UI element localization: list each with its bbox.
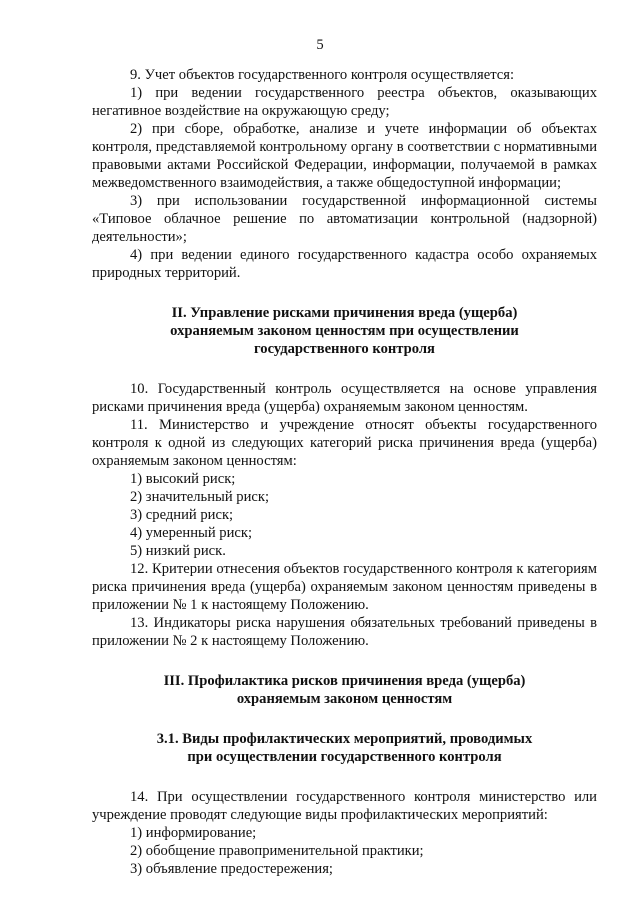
risk-category-5: 5) низкий риск. <box>130 543 226 559</box>
subsection-3-1-heading-line-2: при осуществлении государственного контроля <box>187 749 502 765</box>
paragraph-9-item-1: 1) при ведении государственного реестра объектов, оказывающих негативное воздействие на окружающую среду; <box>92 85 597 119</box>
risk-category-2: 2) значительный риск; <box>130 489 270 505</box>
risk-category-1: 1) высокий риск; <box>130 471 236 487</box>
paragraph-9-item-3: 3) при использовании государственной информационной системы «Типовое облачное решение по автоматизации контрольной (надзорной) деятельности»; <box>92 193 597 245</box>
section-2-heading <box>92 304 597 358</box>
paragraph-10: 10. Государственный контроль осуществляется на основе управления рисками причинения вреда (ущерба) охраняемым законом ценностям. <box>92 381 597 415</box>
risk-category-4: 4) умеренный риск; <box>130 525 253 541</box>
paragraph-13: 13. Индикаторы риска нарушения обязательных требований приведены в приложении № 2 к настоящему Положению. <box>92 615 597 649</box>
paragraph-14-item-1: 1) информирование; <box>130 825 257 841</box>
paragraph-9-item-2: 2) при сборе, обработке, анализе и учете информации об объектах контроля, представляемой контрольному органу в соответствии с нормативными правовыми актами Российской Федерации, информации, получаемой в рамках межведомственного взаимодействия, а также общедоступной информации; <box>92 121 597 191</box>
paragraph-14: 14. При осуществлении государственного контроля министерство или учреждение проводят следующие виды профилактических мероприятий: <box>92 789 597 823</box>
paragraph-14-item-2: 2) обобщение правоприменительной практики; <box>130 843 424 859</box>
subsection-3-1-heading <box>92 730 597 766</box>
subsection-3-1-heading-line-1: 3.1. Виды профилактических мероприятий, проводимых <box>156 731 533 747</box>
paragraph-9: 9. Учет объектов государственного контроля осуществляется: <box>130 67 515 83</box>
paragraph-12: 12. Критерии отнесения объектов государственного контроля к категориям риска причинения вреда (ущерба) охраняемым законом ценностям приведены в приложении № 1 к настоящему Положению. <box>92 561 597 613</box>
paragraph-14-item-3: 3) объявление предостережения; <box>130 861 333 877</box>
risk-category-3: 3) средний риск; <box>130 507 234 523</box>
page-content <box>92 66 597 878</box>
paragraph-9-item-4: 4) при ведении единого государственного кадастра особо охраняемых природных территорий. <box>92 247 597 281</box>
page-number: 5 <box>316 37 324 53</box>
section-3-heading <box>92 672 597 708</box>
section-2-heading-line-3: государственного контроля <box>254 341 435 357</box>
paragraph-11: 11. Министерство и учреждение относят объекты государственного контроля к одной из следующих категорий риска причинения вреда (ущерба) охраняемым законом ценностям: <box>92 417 597 469</box>
section-2-heading-line-2: охраняемым законом ценностям при осуществлении <box>170 323 519 339</box>
section-3-heading-line-1: III. Профилактика рисков причинения вреда (ущерба) <box>163 673 526 689</box>
section-3-heading-line-2: охраняемым законом ценностям <box>236 691 453 707</box>
section-2-heading-line-1: II. Управление рисками причинения вреда (ущерба) <box>171 305 518 321</box>
